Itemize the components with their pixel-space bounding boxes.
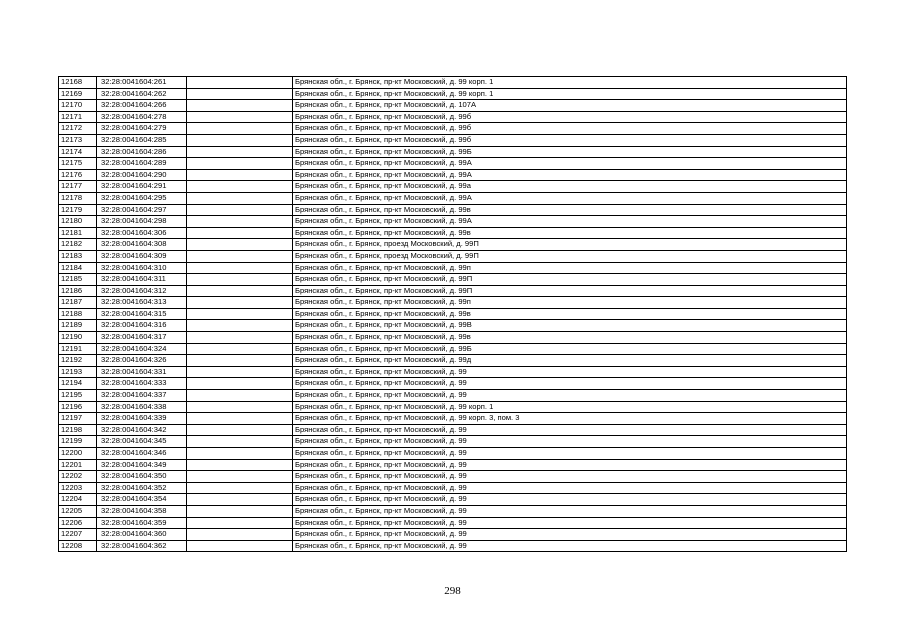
table-row <box>59 390 847 402</box>
cadastral-number: 32:28:0041604:326 <box>97 355 187 367</box>
address-cell: Брянская обл., г. Брянск, пр-кт Московский, д. 99 корп. 3, пом. 3 <box>293 413 847 425</box>
cadastral-number: 32:28:0041604:261 <box>97 77 187 89</box>
table-row <box>59 158 847 170</box>
cadastral-number: 32:28:0041604:350 <box>97 471 187 483</box>
table-row <box>59 192 847 204</box>
table-row <box>59 100 847 112</box>
row-number: 12198 <box>59 424 97 436</box>
address-cell: Брянская обл., г. Брянск, пр-кт Московский, д. 99А <box>293 158 847 170</box>
empty-cell <box>187 100 293 112</box>
cadastral-number: 32:28:0041604:317 <box>97 332 187 344</box>
table-row <box>59 285 847 297</box>
row-number: 12177 <box>59 181 97 193</box>
cadastral-number: 32:28:0041604:315 <box>97 308 187 320</box>
row-number: 12206 <box>59 517 97 529</box>
cadastral-number: 32:28:0041604:266 <box>97 100 187 112</box>
empty-cell <box>187 378 293 390</box>
table-row <box>59 355 847 367</box>
table-row <box>59 517 847 529</box>
row-number: 12195 <box>59 390 97 402</box>
address-cell: Брянская обл., г. Брянск, пр-кт Московский, д. 99 <box>293 471 847 483</box>
cadastral-number: 32:28:0041604:316 <box>97 320 187 332</box>
empty-cell <box>187 471 293 483</box>
row-number: 12196 <box>59 401 97 413</box>
address-cell: Брянская обл., г. Брянск, пр-кт Московский, д. 99б <box>293 111 847 123</box>
empty-cell <box>187 332 293 344</box>
address-cell: Брянская обл., г. Брянск, пр-кт Московский, д. 99 корп. 1 <box>293 401 847 413</box>
empty-cell <box>187 308 293 320</box>
table-row <box>59 88 847 100</box>
cadastral-number: 32:28:0041604:312 <box>97 285 187 297</box>
row-number: 12190 <box>59 332 97 344</box>
cadastral-number: 32:28:0041604:359 <box>97 517 187 529</box>
cadastral-number: 32:28:0041604:342 <box>97 424 187 436</box>
empty-cell <box>187 134 293 146</box>
address-cell: Брянская обл., г. Брянск, пр-кт Московский, д. 99 <box>293 378 847 390</box>
address-cell: Брянская обл., г. Брянск, пр-кт Московский, д. 99в <box>293 308 847 320</box>
table-row <box>59 540 847 552</box>
cadastral-number: 32:28:0041604:346 <box>97 448 187 460</box>
empty-cell <box>187 88 293 100</box>
address-cell: Брянская обл., г. Брянск, пр-кт Московский, д. 99п <box>293 262 847 274</box>
address-cell: Брянская обл., г. Брянск, пр-кт Московский, д. 107А <box>293 100 847 112</box>
empty-cell <box>187 285 293 297</box>
cadastral-number: 32:28:0041604:295 <box>97 192 187 204</box>
address-cell: Брянская обл., г. Брянск, пр-кт Московский, д. 99 <box>293 448 847 460</box>
table-row <box>59 482 847 494</box>
empty-cell <box>187 297 293 309</box>
address-cell: Брянская обл., г. Брянск, пр-кт Московский, д. 99А <box>293 216 847 228</box>
address-cell: Брянская обл., г. Брянск, проезд Московский, д. 99П <box>293 250 847 262</box>
row-number: 12178 <box>59 192 97 204</box>
address-cell: Брянская обл., г. Брянск, пр-кт Московский, д. 99а <box>293 181 847 193</box>
cadastral-number: 32:28:0041604:290 <box>97 169 187 181</box>
row-number: 12171 <box>59 111 97 123</box>
empty-cell <box>187 111 293 123</box>
row-number: 12182 <box>59 239 97 251</box>
address-cell: Брянская обл., г. Брянск, пр-кт Московский, д. 99 <box>293 366 847 378</box>
row-number: 12193 <box>59 366 97 378</box>
empty-cell <box>187 355 293 367</box>
address-cell: Брянская обл., г. Брянск, пр-кт Московский, д. 99П <box>293 285 847 297</box>
row-number: 12204 <box>59 494 97 506</box>
row-number: 12205 <box>59 505 97 517</box>
cadastral-number: 32:28:0041604:308 <box>97 239 187 251</box>
table-row <box>59 239 847 251</box>
cadastral-number: 32:28:0041604:358 <box>97 505 187 517</box>
empty-cell <box>187 494 293 506</box>
empty-cell <box>187 250 293 262</box>
row-number: 12176 <box>59 169 97 181</box>
address-cell: Брянская обл., г. Брянск, проезд Московский, д. 99П <box>293 239 847 251</box>
row-number: 12203 <box>59 482 97 494</box>
row-number: 12180 <box>59 216 97 228</box>
row-number: 12185 <box>59 274 97 286</box>
table-row <box>59 413 847 425</box>
table-row <box>59 505 847 517</box>
cadastral-number: 32:28:0041604:298 <box>97 216 187 228</box>
table-row <box>59 366 847 378</box>
empty-cell <box>187 227 293 239</box>
row-number: 12169 <box>59 88 97 100</box>
address-cell: Брянская обл., г. Брянск, пр-кт Московский, д. 99А <box>293 192 847 204</box>
table-row <box>59 216 847 228</box>
row-number: 12186 <box>59 285 97 297</box>
cadastral-number: 32:28:0041604:306 <box>97 227 187 239</box>
table-row <box>59 77 847 89</box>
row-number: 12200 <box>59 448 97 460</box>
empty-cell <box>187 146 293 158</box>
cadastral-number: 32:28:0041604:333 <box>97 378 187 390</box>
empty-cell <box>187 517 293 529</box>
table-row <box>59 204 847 216</box>
address-cell: Брянская обл., г. Брянск, пр-кт Московский, д. 99 <box>293 494 847 506</box>
row-number: 12208 <box>59 540 97 552</box>
row-number: 12191 <box>59 343 97 355</box>
row-number: 12187 <box>59 297 97 309</box>
table-row <box>59 320 847 332</box>
row-number: 12184 <box>59 262 97 274</box>
address-cell: Брянская обл., г. Брянск, пр-кт Московский, д. 99п <box>293 297 847 309</box>
table-row <box>59 424 847 436</box>
empty-cell <box>187 320 293 332</box>
cadastral-table <box>58 76 847 552</box>
empty-cell <box>187 436 293 448</box>
cadastral-number: 32:28:0041604:360 <box>97 529 187 541</box>
cadastral-number: 32:28:0041604:289 <box>97 158 187 170</box>
table-row <box>59 262 847 274</box>
empty-cell <box>187 448 293 460</box>
table-row <box>59 227 847 239</box>
empty-cell <box>187 77 293 89</box>
row-number: 12173 <box>59 134 97 146</box>
row-number: 12175 <box>59 158 97 170</box>
table-row <box>59 297 847 309</box>
cadastral-number: 32:28:0041604:286 <box>97 146 187 158</box>
table-row <box>59 494 847 506</box>
empty-cell <box>187 413 293 425</box>
empty-cell <box>187 192 293 204</box>
table-row <box>59 436 847 448</box>
row-number: 12181 <box>59 227 97 239</box>
empty-cell <box>187 123 293 135</box>
cadastral-number: 32:28:0041604:291 <box>97 181 187 193</box>
cadastral-number: 32:28:0041604:339 <box>97 413 187 425</box>
table-row <box>59 448 847 460</box>
address-cell: Брянская обл., г. Брянск, пр-кт Московский, д. 99 корп. 1 <box>293 88 847 100</box>
address-cell: Брянская обл., г. Брянск, пр-кт Московский, д. 99б <box>293 134 847 146</box>
page-number: 298 <box>444 585 461 597</box>
empty-cell <box>187 529 293 541</box>
empty-cell <box>187 343 293 355</box>
table-row <box>59 181 847 193</box>
table-row <box>59 308 847 320</box>
cadastral-number: 32:28:0041604:349 <box>97 459 187 471</box>
table-row <box>59 134 847 146</box>
table-body <box>59 77 847 552</box>
address-cell: Брянская обл., г. Брянск, пр-кт Московский, д. 99в <box>293 204 847 216</box>
cadastral-number: 32:28:0041604:311 <box>97 274 187 286</box>
address-cell: Брянская обл., г. Брянск, пр-кт Московский, д. 99 <box>293 529 847 541</box>
table-row <box>59 250 847 262</box>
empty-cell <box>187 204 293 216</box>
cadastral-number: 32:28:0041604:362 <box>97 540 187 552</box>
row-number: 12189 <box>59 320 97 332</box>
address-cell: Брянская обл., г. Брянск, пр-кт Московский, д. 99П <box>293 274 847 286</box>
address-cell: Брянская обл., г. Брянск, пр-кт Московский, д. 99 <box>293 424 847 436</box>
address-cell: Брянская обл., г. Брянск, пр-кт Московский, д. 99б <box>293 123 847 135</box>
row-number: 12170 <box>59 100 97 112</box>
row-number: 12174 <box>59 146 97 158</box>
empty-cell <box>187 262 293 274</box>
row-number: 12168 <box>59 77 97 89</box>
cadastral-number: 32:28:0041604:278 <box>97 111 187 123</box>
cadastral-number: 32:28:0041604:313 <box>97 297 187 309</box>
row-number: 12194 <box>59 378 97 390</box>
cadastral-number: 32:28:0041604:345 <box>97 436 187 448</box>
row-number: 12172 <box>59 123 97 135</box>
address-cell: Брянская обл., г. Брянск, пр-кт Московский, д. 99 <box>293 505 847 517</box>
cadastral-number: 32:28:0041604:354 <box>97 494 187 506</box>
empty-cell <box>187 401 293 413</box>
address-cell: Брянская обл., г. Брянск, пр-кт Московский, д. 99Б <box>293 343 847 355</box>
address-cell: Брянская обл., г. Брянск, пр-кт Московский, д. 99 <box>293 459 847 471</box>
cadastral-number: 32:28:0041604:310 <box>97 262 187 274</box>
cadastral-number: 32:28:0041604:309 <box>97 250 187 262</box>
row-number: 12188 <box>59 308 97 320</box>
row-number: 12201 <box>59 459 97 471</box>
table-row <box>59 123 847 135</box>
empty-cell <box>187 274 293 286</box>
empty-cell <box>187 216 293 228</box>
cadastral-number: 32:28:0041604:324 <box>97 343 187 355</box>
address-cell: Брянская обл., г. Брянск, пр-кт Московский, д. 99А <box>293 169 847 181</box>
empty-cell <box>187 540 293 552</box>
table-row <box>59 169 847 181</box>
address-cell: Брянская обл., г. Брянск, пр-кт Московский, д. 99 <box>293 517 847 529</box>
address-cell: Брянская обл., г. Брянск, пр-кт Московский, д. 99в <box>293 332 847 344</box>
empty-cell <box>187 366 293 378</box>
address-cell: Брянская обл., г. Брянск, пр-кт Московский, д. 99 <box>293 390 847 402</box>
table-row <box>59 343 847 355</box>
cadastral-number: 32:28:0041604:262 <box>97 88 187 100</box>
table-row <box>59 378 847 390</box>
row-number: 12183 <box>59 250 97 262</box>
address-cell: Брянская обл., г. Брянск, пр-кт Московский, д. 99в <box>293 227 847 239</box>
row-number: 12199 <box>59 436 97 448</box>
empty-cell <box>187 482 293 494</box>
row-number: 12197 <box>59 413 97 425</box>
cadastral-number: 32:28:0041604:331 <box>97 366 187 378</box>
empty-cell <box>187 158 293 170</box>
table-row <box>59 146 847 158</box>
cadastral-number: 32:28:0041604:338 <box>97 401 187 413</box>
row-number: 12192 <box>59 355 97 367</box>
empty-cell <box>187 169 293 181</box>
cadastral-number: 32:28:0041604:297 <box>97 204 187 216</box>
address-cell: Брянская обл., г. Брянск, пр-кт Московский, д. 99 <box>293 482 847 494</box>
cadastral-number: 32:28:0041604:337 <box>97 390 187 402</box>
address-cell: Брянская обл., г. Брянск, пр-кт Московский, д. 99 корп. 1 <box>293 77 847 89</box>
empty-cell <box>187 390 293 402</box>
table-row <box>59 274 847 286</box>
table-row <box>59 471 847 483</box>
empty-cell <box>187 505 293 517</box>
address-cell: Брянская обл., г. Брянск, пр-кт Московский, д. 99д <box>293 355 847 367</box>
address-cell: Брянская обл., г. Брянск, пр-кт Московский, д. 99В <box>293 320 847 332</box>
row-number: 12202 <box>59 471 97 483</box>
cadastral-number: 32:28:0041604:352 <box>97 482 187 494</box>
empty-cell <box>187 424 293 436</box>
empty-cell <box>187 181 293 193</box>
cadastral-number: 32:28:0041604:279 <box>97 123 187 135</box>
address-cell: Брянская обл., г. Брянск, пр-кт Московский, д. 99 <box>293 540 847 552</box>
table-row <box>59 459 847 471</box>
row-number: 12179 <box>59 204 97 216</box>
cadastral-number: 32:28:0041604:285 <box>97 134 187 146</box>
table-row <box>59 332 847 344</box>
table-row <box>59 529 847 541</box>
table-row <box>59 401 847 413</box>
empty-cell <box>187 459 293 471</box>
table-row <box>59 111 847 123</box>
address-cell: Брянская обл., г. Брянск, пр-кт Московский, д. 99Б <box>293 146 847 158</box>
address-cell: Брянская обл., г. Брянск, пр-кт Московский, д. 99 <box>293 436 847 448</box>
row-number: 12207 <box>59 529 97 541</box>
empty-cell <box>187 239 293 251</box>
